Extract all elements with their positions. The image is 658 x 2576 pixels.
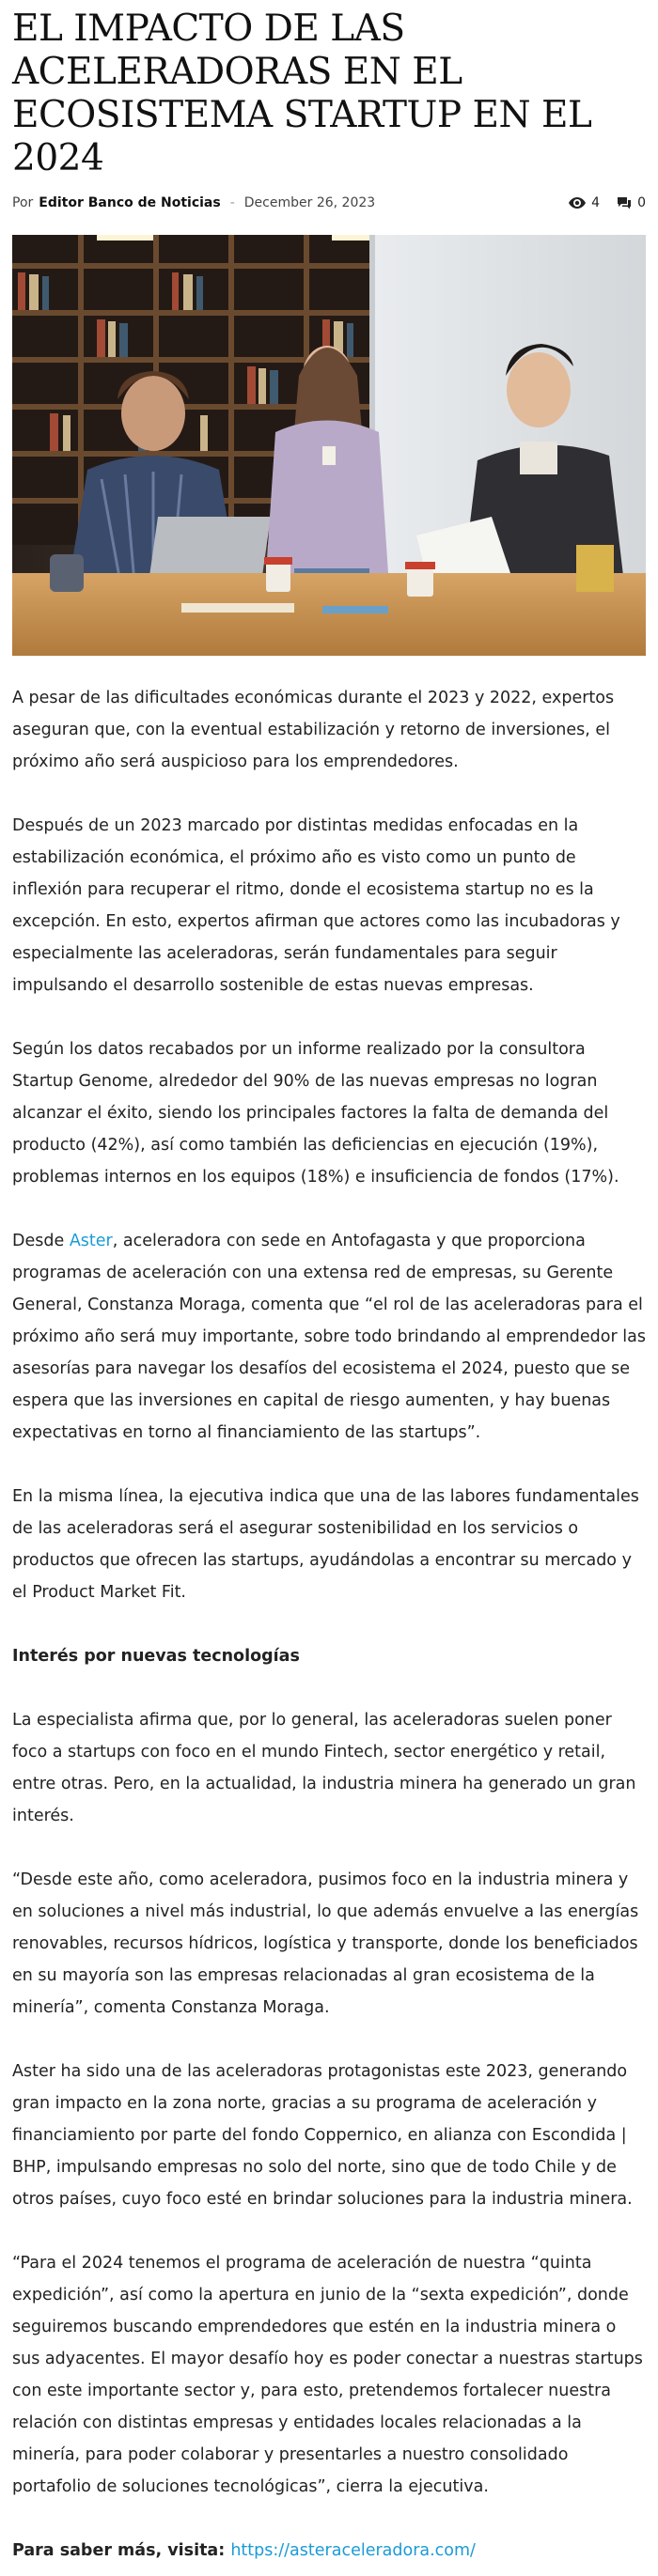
author-link[interactable]: Editor Banco de Noticias [39, 195, 221, 210]
paragraph-4-pre: Desde [12, 1232, 70, 1250]
comments-link[interactable] [617, 195, 646, 210]
paragraph-3: Según los datos recabados por un informe realizado por la consultora Startup Genome, alrededor del 90% de las nuevas empresas no logran alcanzar el éxito, siendo los principales factores la falta de demanda del producto (42%), así como también las deficiencias en ejecución (19%), problemas internos en los equipos (18%) e insuficiencia de fondos (17%). [12, 1040, 619, 1187]
website-link[interactable]: https://asteraceleradora.com/ [230, 2541, 476, 2560]
paragraph-4 [12, 1225, 646, 1449]
more-info [12, 2535, 646, 2567]
views-count: 4 [591, 195, 601, 210]
views-counter [569, 195, 600, 210]
hero-image [12, 235, 646, 656]
paragraph-8: Aster ha sido una de las aceleradoras protagonistas este 2023, generando gran impacto en la zona norte, gracias a su programa de aceleración y financiamiento por parte del fondo Coppernico, en alianza con Escondida | BHP, impulsando empresas no solo del norte, sino que de todo Chile y de otros países, cuyo foco esté en brindar soluciones para la industria minera. [12, 2062, 633, 2209]
more-info-label: Para saber más, visita: [12, 2541, 231, 2560]
meta-separator: - [229, 195, 235, 210]
paragraph-6: La especialista afirma que, por lo general, las aceleradoras suelen poner foco a startups con foco en el mundo Fintech, sector energético y retail, entre otras. Pero, en la actualidad, la industria minera ha generado un gran interés. [12, 1711, 636, 1825]
paragraph-2: Después de un 2023 marcado por distintas medidas enfocadas en la estabilización económica, el próximo año es visto como un punto de inflexión para recuperar el ritmo, donde el ecosistema startup no es la excepción. En esto, expertos afirman que actores como las incubadoras y especialmente las aceleradoras, serán fundamentales para seguir impulsando el desarrollo sostenible de estas nuevas empresas. [12, 816, 620, 995]
article [0, 8, 658, 2567]
photo-three-people-meeting [12, 235, 646, 656]
subheading: Interés por nuevas tecnologías [12, 1647, 300, 1666]
article-body [12, 682, 646, 2567]
aster-link[interactable]: Aster [69, 1232, 113, 1250]
paragraph-5: En la misma línea, la ejecutiva indica que una de las labores fundamentales de las aceleradoras será el asegurar sostenibilidad en los servicios o productos que ofrecen las startups, ayudándolas a encontrar su mercado y el Product Market Fit. [12, 1487, 639, 1602]
by-label: Por [12, 195, 34, 210]
paragraph-4-post: , aceleradora con sede en Antofagasta y que proporciona programas de aceleración con una extensa red de empresas, su Gerente General, Constanza Moraga, comenta que “el rol de las aceleradoras para el próximo año será muy importante, sobre todo brindando al emprendedor las asesorías para navegar los desafíos del ecosistema el 2024, puesto que se espera que las inversiones en capital de riesgo aumenten, y hay buenas expectativas en torno al financiamiento de las startups”. [12, 1232, 646, 1442]
eye-icon [569, 197, 586, 209]
paragraph-1: A pesar de las dificultades económicas durante el 2023 y 2022, expertos aseguran que, con la eventual estabilización y retorno de inversiones, el próximo año será auspicioso para los emprendedores. [12, 689, 615, 771]
article-title: EL IMPACTO DE LAS ACELERADORAS EN EL ECOSISTEMA STARTUP EN EL 2024 [12, 8, 592, 179]
article-meta [12, 194, 646, 212]
comments-count: 0 [637, 195, 646, 210]
paragraph-7: “Desde este año, como aceleradora, pusimos foco en la industria minera y en soluciones a nivel más industrial, lo que además envuelve a las energías renovables, recursos hídricos, logística y transporte, donde los beneficiados en su mayoría son las empresas relacionadas al gran ecosistema de la minería”, comenta Constanza Moraga. [12, 1870, 639, 2017]
comments-icon [617, 196, 632, 209]
publish-date: December 26, 2023 [243, 195, 376, 210]
paragraph-9: “Para el 2024 tenemos el programa de aceleración de nuestra “quinta expedición”, así como la apertura en junio de la “sexta expedición”, donde seguiremos buscando emprendedores que estén en la industria minera o sus adyacentes. El mayor desafío hoy es poder conectar a nuestras startups con este importante sector y, para esto, pretendemos fortalecer nuestra relación con distintas empresas y entidades locales relacionadas a la minería, para poder colaborar y presentarles a nuestro consolidado portafolio de soluciones tecnológicas”, cierra la ejecutiva. [12, 2254, 643, 2496]
